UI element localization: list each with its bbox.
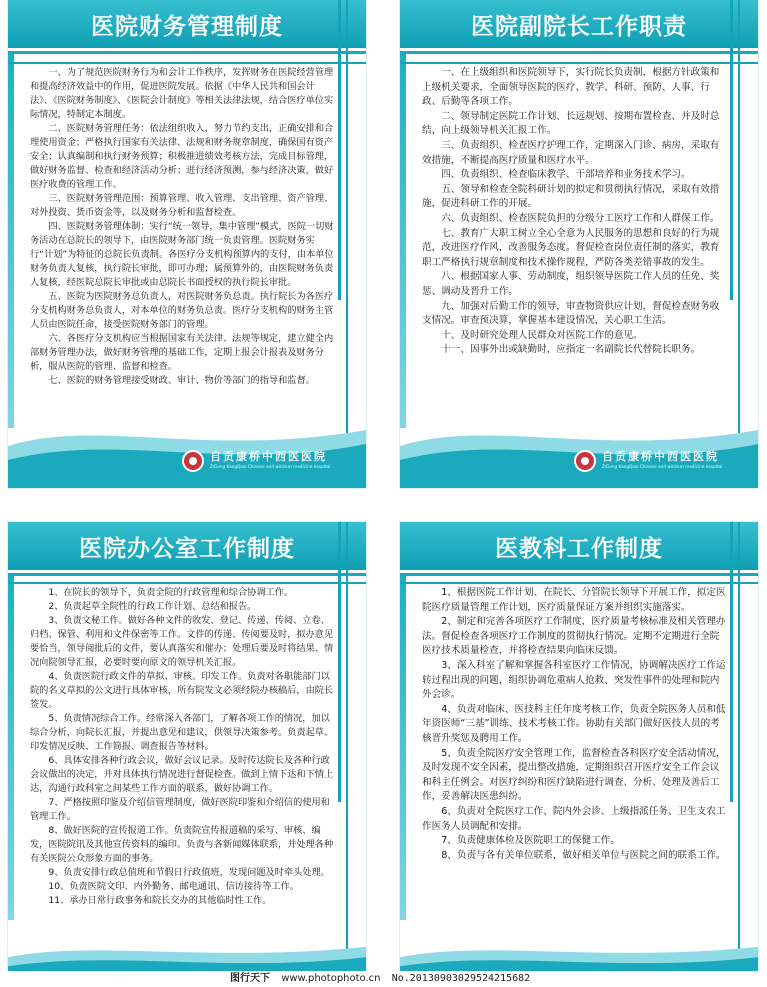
hospital-logo: [182, 448, 350, 478]
paragraph: 五、医院为医院财务总负责人，对医院财务负总责。执行院长为各医疗分支机构财务总负责人，对本单位的财务负总责。医疗分支机构的财务主管人员由医院任命，接受医院财务部门的管理。: [30, 291, 334, 330]
decor-line: [738, 0, 740, 460]
side-stripe: [8, 54, 14, 428]
paragraph: 四、负责组织、检查临床教学、干部培养和业务技术学习。: [441, 169, 691, 181]
board-header: [400, 522, 758, 570]
paragraph: 二、领导制定医院工作计划、长远规划、按期布置检查、并及时总结，向上级领导机关汇报工作。: [422, 110, 720, 137]
decor-line: [346, 0, 348, 460]
paragraph: 三、负责组织、检查医疗护理工作，定期深入门诊、病房，采取有效措施，不断提高医疗质量和医疗水平。: [422, 139, 720, 166]
decor-line: [738, 522, 740, 952]
hospital-name: 自贡康桥中西医医院: [210, 450, 327, 463]
decor-line: [730, 522, 733, 802]
board-medical-education-rules: [400, 522, 758, 980]
paragraph: 九、加强对后勤工作的领导，审查物资供应计划，督促检查财务收支情况。审查预决算，掌握基本建设情况，关心职工生活。: [422, 300, 720, 327]
decor-line: [400, 62, 758, 64]
decor-line: [338, 522, 341, 802]
paragraph: 一、在上级组织和医院领导下，实行院长负责制，根据方针政策和上级机关要求，全面领导医院的医疗、教学、科研、预防、人事、行政、后勤等各项工作。: [422, 67, 720, 108]
paragraph: 十一、因事外出或缺勤时，应指定一名副院长代替院长职务。: [441, 344, 701, 356]
board-title: 医院副院长工作职责: [471, 14, 687, 40]
hospital-emblem-icon: [574, 450, 596, 472]
decor-line: [8, 582, 366, 584]
paragraph: 3、深入科室了解和掌握各科室医疗工作情况，协调解决医疗工作运转过程出现的问题，组织协调危重病人抢救、突发性事件的处理和院内外会诊。: [422, 659, 726, 701]
paragraph: 8、负责与各有关单位联系，做好相关单位与医院之间的联系工作。: [441, 849, 726, 861]
hospital-name-english: ZiGong KangQiao Chinese and western medicine hospital: [210, 464, 331, 469]
hospital-name-english: ZiGong KangQiao Chinese and western medicine hospital: [602, 464, 723, 469]
board-body: [422, 586, 728, 863]
paragraph: 5、负责情况综合工作。经常深入各部门，了解各项工作的情况，加以综合分析，向院长汇报，并提出意见和建议，供领导决策参考。负责起草、印发情况反映、工作简报、调查报告等材料。: [30, 713, 334, 752]
watermark-url: www.photophoto.cn: [281, 973, 381, 984]
board-title: 医教科工作制度: [495, 536, 663, 562]
board-finance-management: [8, 0, 366, 488]
paragraph: 二、医院财务管理任务：依法组织收入，努力节约支出，正确安排和合理使用资金；严格执行国家有关法律、法规和财务规章制度，确保国有资产安全；认真编制和执行财务预算；积极推进绩效考核方法，完成目标管理，做好财务监督、检查和经济活动分析；进行经济预测，参与经济决策，做好医疗收费的管理工作。: [30, 123, 334, 190]
board-body: [30, 66, 336, 388]
paragraph: 十、及时研究处理人民群众对医院工作的意见。: [441, 329, 643, 341]
decor-line: [338, 0, 341, 300]
board-body: [422, 66, 728, 358]
paragraph: 7、负责健康体检及医院职工的保健工作。: [441, 835, 620, 847]
board-office-rules: [8, 522, 366, 980]
watermark-number: No.20130903029524215682: [391, 973, 531, 984]
side-stripe: [8, 576, 14, 920]
paragraph: 9、负责安排行政总值班和节假日行政值班，发现问题及时牵头处理。: [48, 867, 330, 878]
paragraph: 2、负责起草全院性的行政工作计划、总结和报告。: [48, 601, 257, 612]
paragraph: 7、严格按照印鉴及介绍信管理制度，做好医院印鉴和介绍信的使用和管理工作。: [30, 797, 330, 822]
board-header: [400, 0, 758, 48]
board-title: 医院财务管理制度: [91, 14, 283, 40]
board-body: [30, 586, 336, 908]
hospital-emblem-icon: [182, 450, 204, 472]
board-vice-president-duties: [400, 0, 758, 488]
paragraph: 五、领导和检查全院科研计划的拟定和贯彻执行情况，采取有效措施，促进科研工作的开展。: [422, 183, 720, 210]
decor-line: [730, 0, 733, 300]
paragraph: 六、各医疗分支机构应当根据国家有关法律、法规等规定，建立健全内部财务管理办法，做好财务管理的基础工作，定期上报会计报表及财务分析，服从医院的管理、监督和检查。: [30, 333, 334, 372]
paragraph: 4、负责医院行政文件的草拟、审核、印发工作。负责对各职能部门以院的名义草拟的公文进行具体审核，所有院发文必须经院办核稿后，由院长签发。: [30, 671, 334, 710]
decor-line: [400, 582, 758, 584]
paragraph: 4、负责对临床、医技科主任年度考核工作，负责全院医务人员和低年资医师“三基”训练、技术考核工作。协助有关部门做好医技人员的考核晋升奖惩及聘用工作。: [422, 703, 726, 744]
board-title: 医院办公室工作制度: [79, 536, 295, 562]
hospital-logo: [574, 448, 742, 478]
paragraph: 8、做好医院的宣传报道工作。负责院宣传报道稿的采写、审核、编发，医院院讯及其他宣传资料的编印。负责与各新闻媒体联系，并处理各种有关医院公众形象方面的事务。: [30, 825, 334, 864]
paragraph: 6、具体安排各种行政会议，做好会议记录。及时传达院长及各种行政会议做出的决定，并对具体执行情况进行督促检查。做到上情下达和下情上达，沟通行政科室之间某些工作方面的联系，做好协调工作。: [30, 755, 334, 794]
board-header: [8, 0, 366, 48]
paragraph: 四、医院财务管理体制：实行“统一领导，集中管理”模式，医院一切财务活动在总院长的领导下，由医院财务部门统一负责管理。医院财务实行“计划”为特征的总院长负责制。各医疗分支机构预算内的支付，由本单位财务负责人复核，执行院长审批，即可办理；属预算外的，由医院财务负责人复核，经医院总院长审批或由总院长书面授权的执行院长审批。: [30, 221, 334, 288]
decor-line: [8, 62, 366, 64]
paragraph: 10、负责医院文印、内外勤务、邮电通讯、信访接待等工作。: [48, 881, 299, 892]
paragraph: 3、负责文秘工作。做好各种文件的收发、登记、传递、传阅、立卷、归档、保管、利用和文件保密等工作。文件的传递、传阅要及时，拟办意见要恰当，领导阅批后的文件，要认真落实和催办；处理后要及时将结果、情况向院领导汇报，必要时要向原文的领导机关汇报。: [30, 615, 334, 668]
decor-line: [346, 522, 348, 952]
paragraph: 6、负责对全院医疗工作、院内外会诊、上级指派任务、卫生支农工作医务人员调配和安排。: [422, 805, 726, 832]
paragraph: 三、医院财务管理范围：预算管理、收入管理、支出管理、资产管理、对外投资、货币资金等，以及财务分析和监督检查。: [30, 193, 334, 218]
paragraph: 八、根据国家人事、劳动制度，组织领导医院工作人员的任免、奖惩、调动及晋升工作。: [422, 271, 720, 297]
side-stripe: [400, 576, 406, 920]
side-stripe: [400, 54, 406, 428]
hospital-name: 自贡康桥中西医医院: [602, 450, 719, 463]
paragraph: 1、根据医院工作计划、在院长、分管院长领导下开展工作，拟定医院医疗质量管理工作计划，医疗质量保证方案并组织实施落实。: [422, 587, 726, 613]
paragraph: 六、负责组织、检查医院负担的分级分工医疗工作和人群保工作。: [441, 212, 720, 224]
paragraph: 11、承办日常行政事务和院长交办的其他临时性工作。: [48, 895, 272, 906]
paragraph: 1、在院长的领导下，负责全院的行政管理和综合协调工作。: [48, 587, 294, 598]
paragraph: 2、制定和完善各项医疗工作制度，医疗质量考核标准及相关管理办法。督促检查各项医疗工作制度的贯彻执行情况。定期不定期进行全院医疗技术质量检查，并将检查结果向临床反馈。: [422, 616, 726, 657]
paragraph: 一、为了规范医院财务行为和会计工作秩序，发挥财务在医院经营管理和提高经济效益中的作用，促进医院发展。依据《中华人民共和国会计法》、《医院财务制度》、《医院会计制度》等相关法律法规，结合医疗单位实际情况，特制定本制度。: [30, 67, 334, 120]
watermark-site: 图行天下: [230, 973, 270, 984]
paragraph: 七、医院的财务管理接受财政、审计、物价等部门的指导和监督。: [48, 375, 315, 386]
board-header: [8, 522, 366, 570]
watermark-bar: [0, 971, 767, 987]
paragraph: 七、教育广大职工树立全心全意为人民服务的思想和良好的行为规范，改进医疗作风，改善服务态度。督促检查岗位责任制的落实，教育职工严格执行规章制度和技术操作规程，严防各类差错事故的发生。: [422, 227, 720, 268]
paragraph: 5、负责全院医疗安全管理工作，监督检查各科医疗安全活动情况，及时发现不安全因素，提出整改措施，定期组织召开医疗安全工作会议和科主任例会。对医疗纠纷和医疗缺陷进行调查、分析、处理及善后工作，妥善解决医患纠纷。: [422, 747, 726, 803]
